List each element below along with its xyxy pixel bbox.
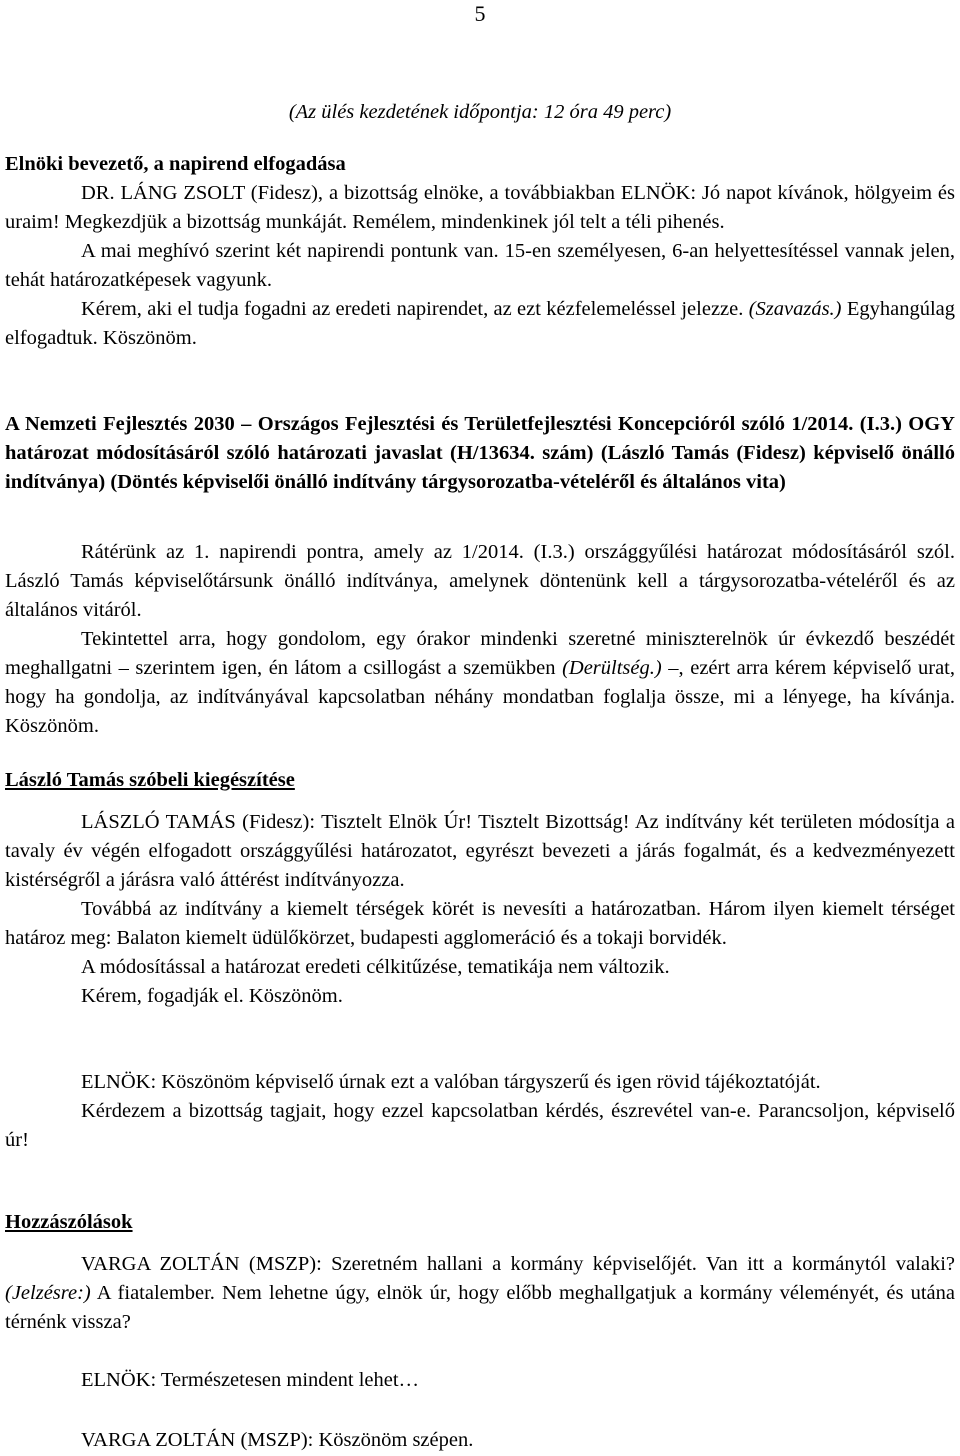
paragraph-request-summary <box>5 625 955 741</box>
paragraph-chair-opening: DR. LÁNG ZSOLT (Fidesz), a bizottság elnöke, a továbbiakban ELNÖK: Jó napot kívánok, hölgyeim és uraim! Megkezdjük a bizottság munkáját. Remélem, mindenkinek jól telt a téli pihenés. <box>5 182 955 233</box>
paragraph-laszlo-tamas-2: Továbbá az indítvány a kiemelt térségek körét is nevesíti a határozatban. Három ilyen kiemelt térséget határoz meg: Balaton kiemelt üdülőkörzet, budapesti agglomeráció és a tokaji borvidék. <box>5 898 955 949</box>
text-run: Egyhangúlag elfogadtuk. Köszönöm. <box>5 298 956 349</box>
paragraph-chair-thanks: ELNÖK: Köszönöm képviselő úrnak ezt a valóban tárgyszerű és igen rövid tájékoztatóját. <box>81 1071 821 1093</box>
section-oral-supplement-body <box>5 808 955 1011</box>
paragraph-laszlo-tamas-3: A módosítással a határozat eredeti célkitűzése, tematikája nem változik. <box>81 956 670 978</box>
stage-direction: (Derültség.) <box>562 657 662 679</box>
agenda-item-title: A Nemzeti Fejlesztés 2030 – Országos Fejlesztési és Területfejlesztési Koncepcióról szóló 1/2014. (I.3.) OGY határozat módosításáról szóló határozati javaslat (H/13634. szám) (László Tamás (Fidesz) képviselő önálló indítványa) (Döntés képviselői önálló indítvány tárgysorozatba-vételéről és általános vita) <box>5 413 955 493</box>
paragraph-laszlo-tamas-1: LÁSZLÓ TAMÁS (Fidesz): Tisztelt Elnök Úr! Tisztelt Bizottság! Az indítvány két területen módosítja a tavaly év végén elfogadott országgyűlési határozatot, egyrészt bevezeti a járás fogalmát, és a kedvezményezett kistérségről a járásra való áttérést indítványozza. <box>5 811 955 891</box>
section-varga-thanks <box>5 1426 955 1455</box>
paragraph-chair-reply: ELNÖK: Természetesen mindent lehet… <box>81 1369 420 1391</box>
section-heading-oral-supplement: László Tamás szóbeli kiegészítése <box>5 769 295 791</box>
section-agenda-discussion <box>5 538 955 741</box>
paragraph-laszlo-tamas-4: Kérem, fogadják el. Köszönöm. <box>81 985 343 1007</box>
section-comments <box>5 1208 955 1237</box>
session-start-time-note: (Az ülés kezdetének időpontja: 12 óra 49 perc) <box>288 101 672 123</box>
page-number: 5 <box>474 1 486 26</box>
stage-direction: (Szavazás.) <box>748 298 842 320</box>
section-heading-comments: Hozzászólások <box>5 1211 133 1233</box>
paragraph-varga-zoltan-2: VARGA ZOLTÁN (MSZP): Köszönöm szépen. <box>81 1429 474 1451</box>
section-chair-reply <box>5 1366 955 1395</box>
text-run: A fiatalember. Nem lehetne úgy, elnök úr, hogy előbb meghallgatjuk a kormány véleményét, és utána térnénk vissza? <box>5 1282 955 1333</box>
section-comments-body <box>5 1250 955 1337</box>
paragraph-agenda-intro: Rátérünk az 1. napirendi pontra, amely az 1/2014. (I.3.) országgyűlési határozat módosításáról szól. László Tamás képviselőtársunk önálló indítványa, amelynek döntenünk kell a tárgysorozatba-vételéről és az általános vitáról. <box>5 541 955 621</box>
paragraph-quorum: A mai meghívó szerint két napirendi pontunk van. 15-en személyesen, 6-an helyettesítéssel vannak jelen, tehát határozatképesek vagyunk. <box>5 240 955 291</box>
text-run: Kérem, aki el tudja fogadni az eredeti napirendet, az ezt kézfelemeléssel jelezze. <box>81 298 749 320</box>
section-oral-supplement <box>5 766 955 795</box>
text-run: Tekintettel arra, hogy gondolom, egy órakor mindenki szeretné miniszterelnök úr évkezdő beszédét meghallgatni – szerintem igen, én látom a csillogást a szemükben <box>5 628 955 679</box>
section-introduction <box>5 150 955 353</box>
section-agenda-item <box>5 410 955 497</box>
stage-direction: (Jelzésre:) <box>5 1282 91 1304</box>
text-run: VARGA ZOLTÁN (MSZP): Szeretném hallani a kormány képviselőjét. Van itt a kormánytól valaki? <box>81 1253 955 1275</box>
paragraph-agenda-vote <box>5 295 955 353</box>
section-heading-introduction: Elnöki bevezető, a napirend elfogadása <box>5 153 346 175</box>
text-run: –, ezért arra kérem képviselő urat, hogy ha gondolja, az indítványával kapcsolatban néhány mondatban foglalja össze, mi a lényege, ha kívánja. Köszönöm. <box>5 657 955 737</box>
section-chair-response <box>5 1068 955 1155</box>
paragraph-varga-zoltan-1 <box>5 1250 955 1337</box>
paragraph-chair-questions: Kérdezem a bizottság tagjait, hogy ezzel kapcsolatban kérdés, észrevétel van-e. Parancsoljon, képviselő úr! <box>5 1100 955 1151</box>
